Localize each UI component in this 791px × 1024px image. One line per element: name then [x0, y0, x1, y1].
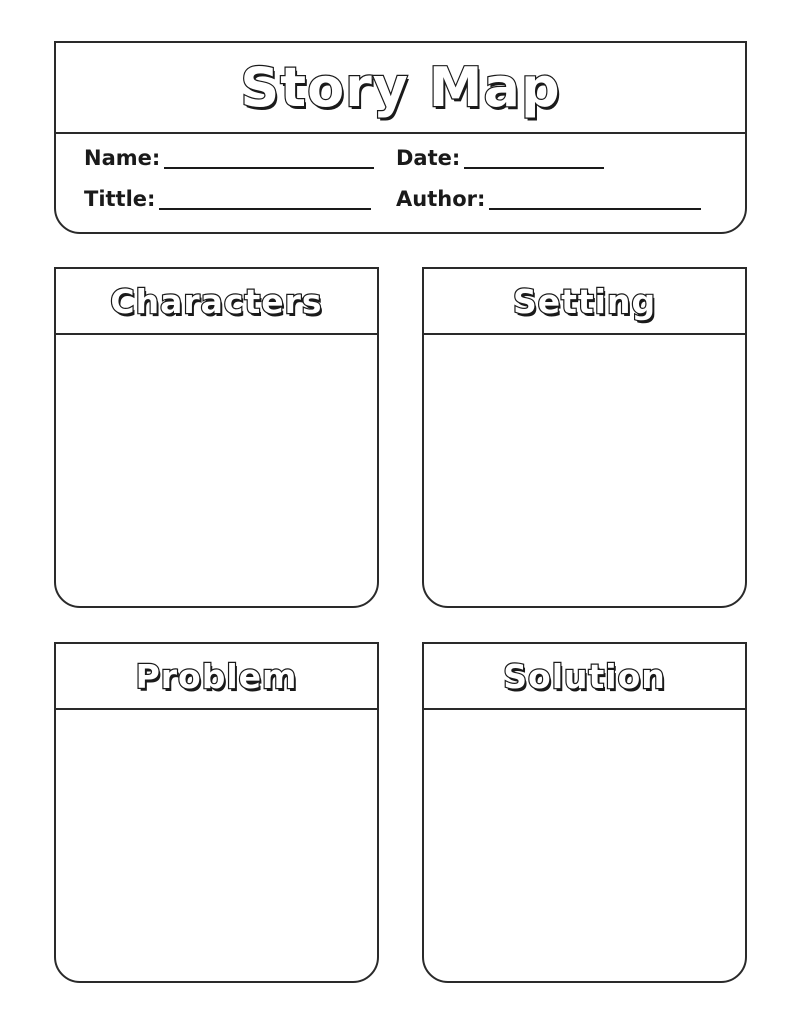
- problem-title-band: [56, 644, 377, 710]
- problem-writing-area[interactable]: [56, 710, 377, 981]
- characters-panel: [54, 267, 379, 608]
- characters-title-band: [56, 269, 377, 335]
- title-input-line[interactable]: [159, 208, 371, 210]
- date-field[interactable]: [396, 148, 604, 171]
- characters-writing-area[interactable]: [56, 335, 377, 606]
- story-map-header: [54, 41, 747, 234]
- solution-heading: Solution: [503, 656, 666, 696]
- name-label: Name:: [84, 146, 161, 170]
- name-field[interactable]: [84, 148, 374, 171]
- author-label: Author:: [396, 187, 486, 211]
- title-band: [56, 43, 745, 134]
- page-title: Story Map: [240, 55, 561, 119]
- solution-title-band: [424, 644, 745, 710]
- info-fields: [56, 134, 745, 232]
- name-input-line[interactable]: [164, 167, 374, 169]
- setting-panel: [422, 267, 747, 608]
- solution-panel: [422, 642, 747, 983]
- date-label: Date:: [396, 146, 461, 170]
- characters-heading: Characters: [110, 281, 323, 321]
- date-input-line[interactable]: [464, 167, 604, 169]
- setting-heading: Setting: [512, 281, 657, 321]
- author-field[interactable]: [396, 189, 701, 212]
- solution-writing-area[interactable]: [424, 710, 745, 981]
- setting-title-band: [424, 269, 745, 335]
- title-field[interactable]: [84, 189, 371, 212]
- title-label: Tittle:: [84, 187, 156, 211]
- author-input-line[interactable]: [489, 208, 701, 210]
- problem-heading: Problem: [135, 656, 298, 696]
- problem-panel: [54, 642, 379, 983]
- setting-writing-area[interactable]: [424, 335, 745, 606]
